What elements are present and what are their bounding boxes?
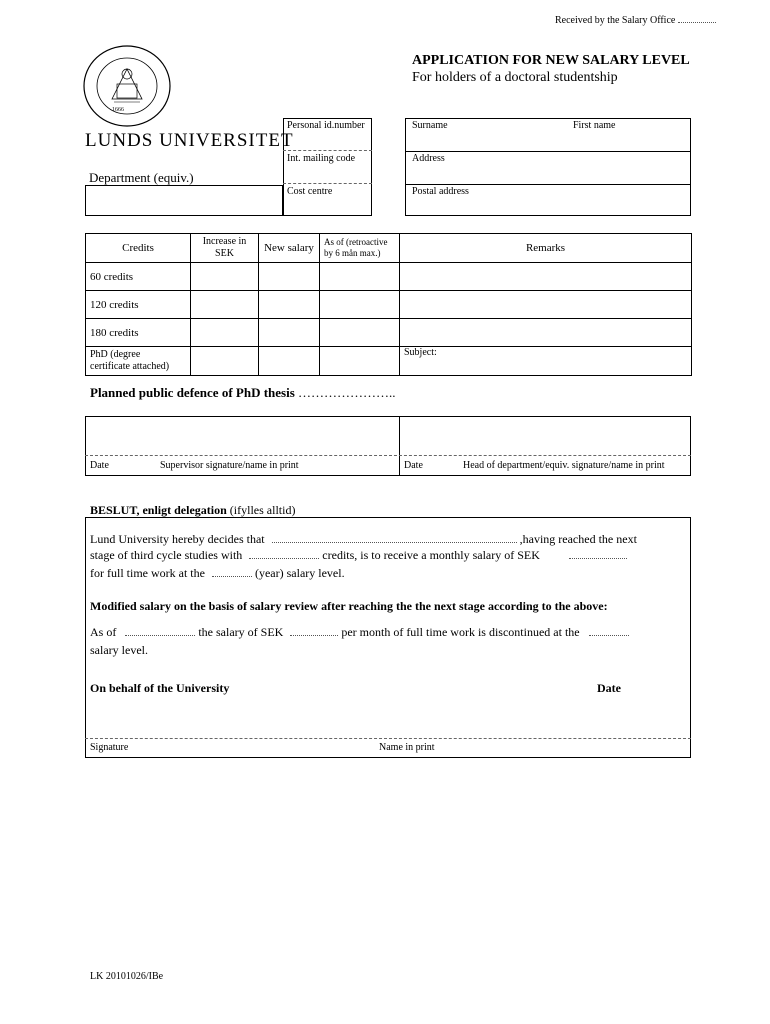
decision-date-label: Date: [597, 681, 621, 695]
decision-line-2: stage of third cycle studies with credits, is to receive a monthly salary of SEK: [90, 548, 686, 563]
modified-line: As of the salary of SEK per month of full time work is discontinued at the: [90, 625, 686, 640]
head-signature-label: Head of department/equiv. signature/name in print: [463, 460, 665, 471]
personal-id-label: Personal id.number: [287, 120, 365, 131]
modified-sek-field[interactable]: [290, 635, 338, 636]
new-salary-cell[interactable]: [259, 291, 320, 319]
row-label: 120 credits: [86, 291, 191, 319]
received-by-salary-office: Received by the Salary Office: [555, 15, 716, 26]
cost-centre-label: Cost centre: [287, 186, 333, 197]
page-title: APPLICATION FOR NEW SALARY LEVEL: [412, 53, 690, 68]
table-row: [86, 347, 692, 376]
table-row: [86, 291, 692, 319]
as-of-cell[interactable]: [320, 291, 400, 319]
name-address-block: [405, 118, 691, 216]
year-field[interactable]: [212, 576, 252, 577]
subject-cell[interactable]: Subject:: [400, 347, 692, 376]
postal-address-label: Postal address: [412, 186, 469, 197]
mailing-code-label: Int. mailing code: [287, 153, 356, 164]
increase-cell[interactable]: [191, 263, 259, 291]
new-salary-header: New salary: [259, 234, 320, 263]
row-label: 180 credits: [86, 319, 191, 347]
supervisor-signature-label: Supervisor signature/name in print: [160, 460, 299, 471]
department-label: Department (equiv.): [89, 170, 194, 185]
increase-header: Increase in SEK: [191, 234, 259, 263]
signature-label: Signature: [90, 742, 129, 753]
modified-salary-heading: Modified salary on the basis of salary review after reaching the the next stage according to the above:: [90, 599, 608, 613]
salary-level-field[interactable]: [589, 635, 629, 636]
credits-header: Credits: [86, 234, 191, 263]
address-label: Address: [412, 153, 445, 164]
form-code: LK 20101026/IBe: [90, 971, 164, 982]
decision-line-1: Lund University hereby decides that ,having reached the next: [90, 532, 637, 546]
as-of-field[interactable]: [125, 635, 195, 636]
as-of-cell[interactable]: [320, 263, 400, 291]
lunds-universitet-logo: LUNDS UNIVERSITET: [85, 130, 294, 151]
table-row: [86, 263, 692, 291]
row-label: 60 credits: [86, 263, 191, 291]
date-right-label: Date: [404, 460, 423, 471]
credits-table: [85, 233, 692, 376]
credits-field[interactable]: [249, 558, 319, 559]
as-of-cell[interactable]: [320, 319, 400, 347]
university-seal: [82, 44, 172, 128]
name-field[interactable]: [272, 542, 517, 543]
decision-line-3: for full time work at the (year) salary level.: [90, 566, 345, 580]
remarks-cell[interactable]: [400, 291, 692, 319]
table-row: [86, 319, 692, 347]
first-name-label: First name: [573, 120, 616, 131]
date-left-label: Date: [90, 460, 109, 471]
seal-year: 1666: [112, 107, 124, 113]
on-behalf-label: On behalf of the University: [90, 681, 230, 695]
name-in-print-label: Name in print: [379, 742, 435, 753]
personal-id-block: [283, 118, 372, 216]
phd-label: PhD (degree certificate attached): [86, 347, 191, 376]
decision-heading: BESLUT, enligt delegation (ifylles alltid): [90, 503, 296, 517]
new-salary-cell[interactable]: [259, 347, 320, 376]
page-subtitle: For holders of a doctoral studentship: [412, 70, 618, 85]
remarks-header: Remarks: [400, 234, 692, 263]
as-of-cell[interactable]: [320, 347, 400, 376]
increase-cell[interactable]: [191, 291, 259, 319]
new-salary-cell[interactable]: [259, 319, 320, 347]
increase-cell[interactable]: [191, 319, 259, 347]
remarks-cell[interactable]: [400, 263, 692, 291]
surname-label: Surname: [412, 120, 448, 131]
planned-defence-label: Planned public defence of PhD thesis …………………..: [90, 385, 396, 400]
received-field[interactable]: [678, 22, 716, 23]
salary-sek-field[interactable]: [569, 558, 627, 559]
as-of-header: As of (retroactive by 6 mån max.): [320, 234, 400, 263]
remarks-cell[interactable]: [400, 319, 692, 347]
increase-cell[interactable]: [191, 347, 259, 376]
new-salary-cell[interactable]: [259, 263, 320, 291]
department-field[interactable]: [85, 185, 283, 216]
salary-level-text: salary level.: [90, 643, 148, 657]
